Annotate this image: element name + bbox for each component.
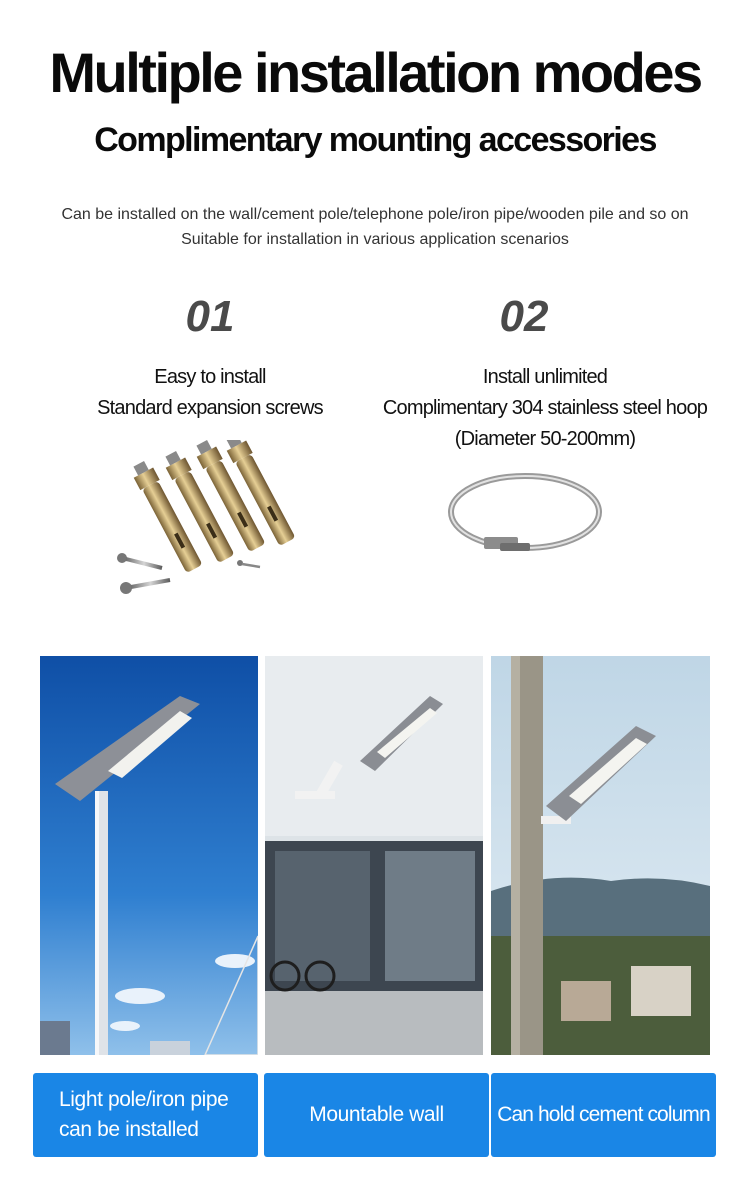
description-line-2: Suitable for installation in various application scenarios	[181, 231, 569, 248]
description	[0, 202, 750, 252]
feature-number-02: 02	[499, 292, 549, 341]
cement-column-label	[491, 1073, 716, 1157]
feature-text-02	[345, 362, 745, 455]
pole-mount-label	[33, 1073, 258, 1157]
feature-number-01: 01	[185, 292, 235, 341]
pole-mount-label-text: Light pole/iron pipe can be installed	[59, 1088, 229, 1141]
page-title: Multiple installation modes	[49, 41, 701, 104]
expansion-screws-icon	[100, 440, 310, 615]
pole-mount-photo	[40, 656, 258, 1055]
feature-02-line-1: Install unlimited	[482, 366, 608, 388]
feature-02-line-3: (Diameter 50-200mm)	[454, 428, 636, 450]
page-subtitle: Complimentary mounting accessories	[94, 121, 656, 159]
cement-column-mount-photo	[491, 656, 710, 1055]
wall-mount-label-text: Mountable wall	[309, 1103, 444, 1126]
feature-02-line-2: Complimentary 304 stainless steel hoop	[382, 397, 708, 419]
cement-column-label-text: Can hold cement column	[497, 1103, 710, 1126]
wall-mount-label	[264, 1073, 489, 1157]
feature-text-01	[60, 362, 360, 424]
steel-hoop-icon	[440, 465, 610, 565]
wall-mount-photo	[265, 656, 483, 1055]
description-line-1: Can be installed on the wall/cement pole/telephone pole/iron pipe/wooden pile and so on	[61, 206, 689, 223]
feature-01-line-2: Standard expansion screws	[97, 397, 323, 419]
feature-01-line-1: Easy to install	[154, 366, 266, 388]
